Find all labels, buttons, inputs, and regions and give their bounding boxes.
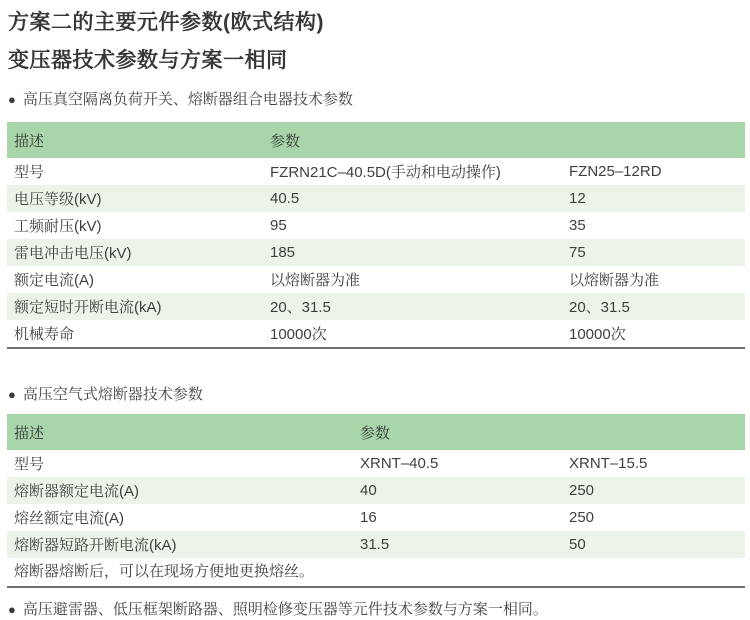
row-value: FZN25–12RD — [569, 163, 662, 180]
table-row — [7, 450, 745, 477]
combo-switch-spec-table — [7, 122, 745, 349]
bullet-icon: ● — [8, 602, 16, 617]
row-label: 电压等级(kV) — [14, 191, 102, 208]
section2-heading — [8, 386, 750, 404]
row-value: 16 — [360, 509, 377, 526]
row-value: 10000次 — [270, 326, 327, 343]
table-body — [7, 450, 745, 558]
table-row — [7, 185, 745, 212]
page-title-line2: 变压器技术参数与方案一相同 — [8, 49, 288, 72]
bullet-icon: ● — [8, 387, 16, 402]
row-value: 20、31.5 — [569, 299, 630, 316]
row-value: XRNT–40.5 — [360, 455, 439, 472]
column-header-parameter: 参数 — [270, 132, 301, 150]
column-header-parameter: 参数 — [360, 424, 391, 442]
row-value: 20、31.5 — [270, 299, 331, 316]
row-value: 以熔断器为准 — [569, 272, 660, 289]
table-body — [7, 158, 745, 347]
table-row — [7, 531, 745, 558]
row-label: 机械寿命 — [14, 326, 75, 343]
footer-note — [8, 601, 750, 619]
table-note-row: 熔断器熔断后，可以在现场方便地更换熔丝。 — [7, 558, 745, 586]
row-value: 35 — [569, 217, 586, 234]
row-label: 型号 — [14, 164, 45, 181]
table-row — [7, 504, 745, 531]
row-label: 熔断器额定电流(A) — [14, 483, 139, 500]
footer-note-label: 高压避雷器、低压框架断路器、照明检修变压器等元件技术参数与方案一相同。 — [22, 601, 548, 618]
row-label: 额定电流(A) — [14, 272, 94, 289]
row-value: 以熔断器为准 — [270, 272, 361, 289]
row-value: 250 — [569, 482, 595, 499]
row-label: 型号 — [14, 456, 45, 473]
section1-heading-label: 高压真空隔离负荷开关、熔断器组合电器技术参数 — [22, 91, 353, 108]
row-value: 10000次 — [569, 326, 626, 343]
table-row — [7, 158, 745, 185]
row-label: 雷电冲击电压(kV) — [14, 245, 132, 262]
row-label: 熔断器短路开断电流(kA) — [14, 537, 177, 554]
table-row — [7, 212, 745, 239]
row-value: 185 — [270, 244, 296, 261]
row-value: 31.5 — [360, 536, 390, 553]
table-row — [7, 266, 745, 293]
row-value: 50 — [569, 536, 586, 553]
section2-heading-label: 高压空气式熔断器技术参数 — [22, 386, 203, 403]
row-value: 75 — [569, 244, 586, 261]
table-row — [7, 477, 745, 504]
table-header-row — [7, 414, 745, 450]
page-title-line1: 方案二的主要元件参数(欧式结构) — [8, 11, 324, 34]
table-header-row — [7, 122, 745, 158]
table-row — [7, 320, 745, 347]
row-value: 40.5 — [270, 190, 300, 207]
column-header-description: 描述 — [14, 132, 45, 150]
table-row — [7, 293, 745, 320]
row-value: 95 — [270, 217, 287, 234]
row-label: 额定短时开断电流(kA) — [14, 299, 162, 316]
row-value: 12 — [569, 190, 586, 207]
table-row — [7, 239, 745, 266]
column-header-description: 描述 — [14, 424, 45, 442]
row-value: 40 — [360, 482, 377, 499]
row-label: 熔丝额定电流(A) — [14, 510, 124, 527]
air-fuse-spec-table — [7, 414, 745, 588]
row-value: XRNT–15.5 — [569, 455, 648, 472]
row-value: 250 — [569, 509, 595, 526]
bullet-icon: ● — [8, 92, 16, 107]
section1-heading — [8, 91, 750, 109]
row-label: 工频耐压(kV) — [14, 218, 102, 235]
row-value: FZRN21C–40.5D(手动和电动操作) — [270, 164, 501, 181]
